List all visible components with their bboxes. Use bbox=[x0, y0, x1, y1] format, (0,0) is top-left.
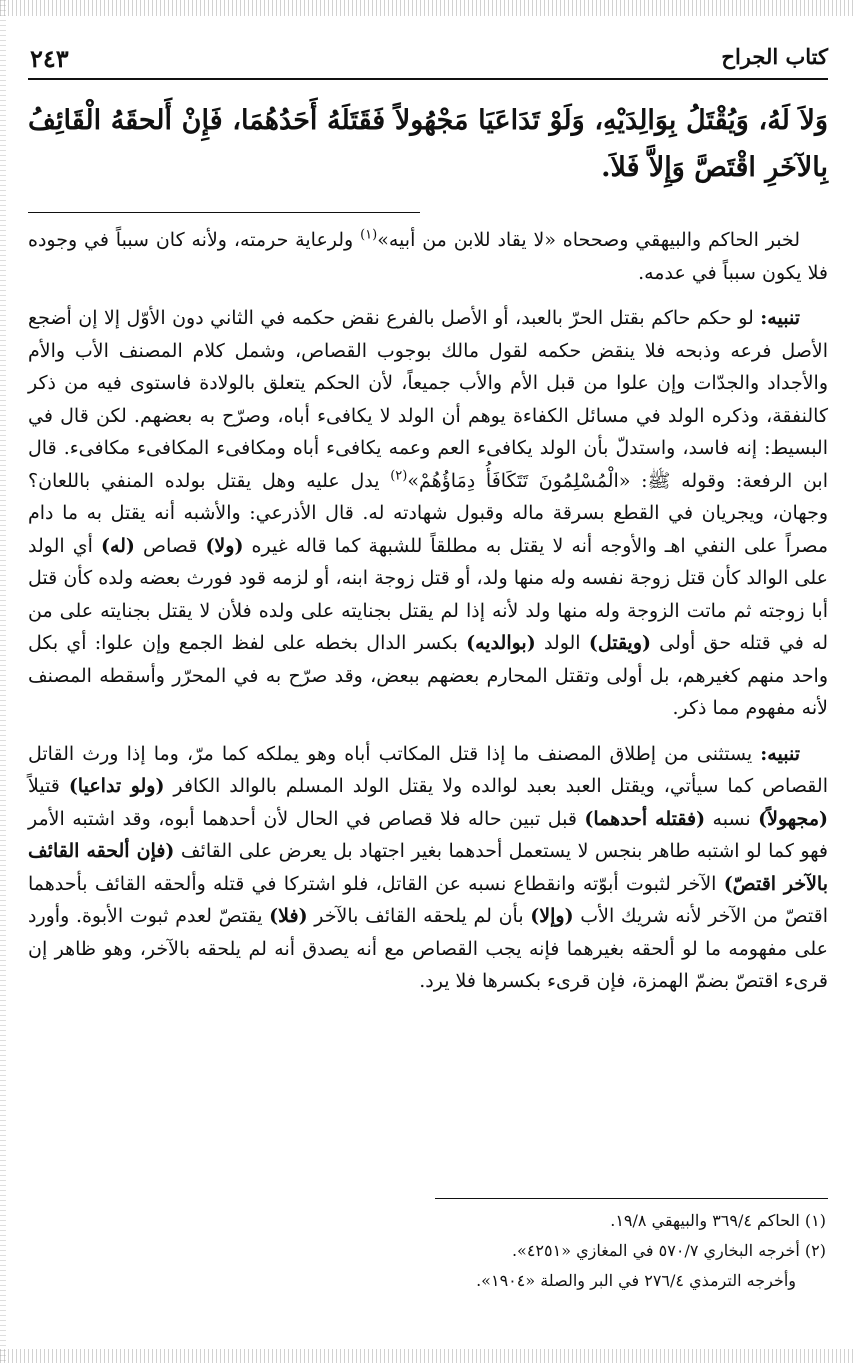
footnote-2: (٢) أخرجه البخاري ٥٧٠/٧ في المغازي «٤٢٥١». bbox=[511, 1241, 826, 1260]
paragraph-3 bbox=[28, 738, 828, 998]
p2-text-1: لو حكم حاكم بقتل الحرّ بالعبد، أو الأصل بالفرع نقض حكمه في الثاني دون الأوّل إلا إن أضجع الأصل فرعه وذبحه فلا ينقض حكمه لقول مالك بوجوب القصاص، وشمل كلام المصنف الأب والأم والأجداد والجدّات وإن علوا من قبل الأم والأب جميعاً، لأن الحكم يتعلق بالولادة فاستوى فيه من ذكر كالنفقة، وذكره الولد في مسائل الكفاءة يوهم أن الولد لا يكافىء أباه، وصرّح به بعضهم. لكن قال في البسيط: إنه فاسد، واستدلّ بأن الولد يكافىء العم وعمه يكافىء أباه ومكافىء المكافىء مكافىء. قال ابن الرفعة: وقوله ﷺ: «الْمُسْلِمُونَ تَتَكَافَأُ دِمَاؤُهُمْ» bbox=[28, 307, 828, 492]
header-rule bbox=[28, 78, 828, 80]
p3-note-label: تنبيه: bbox=[760, 742, 800, 765]
running-head bbox=[30, 40, 828, 80]
p2-term-3: (ويقتل) bbox=[588, 632, 652, 654]
p3-term-3: (فقتله أحدهما) bbox=[584, 807, 706, 830]
footnote-rule bbox=[435, 1198, 828, 1199]
p2-text-2: يدل عليه وهل يقتل بولده المنفي باللعان؟ وجهان، ويجريان في القطع بسرقة ماله وقبول شهادته له. قال الأذرعي: والأشبه أنه يقتل به ما دام مصراً على النفي اهـ والأوجه أنه لا يقتل به مطلقاً للشبهة كما قاله غيره bbox=[28, 469, 829, 557]
p2-text-6: بكسر الدال بخطه على لفظ الجمع وإن علوا: أي بكل واحد منهم كغيرهم، بل أولى وتقتل المحارم بعضهم ببعض، وقد صرّح به في المحرّر وأسقطه المصنف لأنه مفهوم مما ذكر. bbox=[28, 632, 828, 719]
p3-text-3: نسبه bbox=[705, 807, 759, 830]
p3-term-5: (وإلا) bbox=[530, 905, 574, 927]
footnotes bbox=[28, 1206, 826, 1296]
p3-term-1: (ولو تداعيا) bbox=[68, 775, 165, 797]
p2-note-label: تنبيه: bbox=[760, 307, 800, 329]
p3-term-4: (فإن ألحقه القائف بالآخر اقتصّ) bbox=[28, 840, 828, 895]
paragraph-1 bbox=[28, 224, 828, 289]
p3-text-4: قبل تبين حاله فلا قصاص في الحال لأن أحدهما أبوه، وقد اشتبه الأمر فهو كما لو اشتبه طاهر بنجس لا يستعمل أحدهما بغير اجتهاد بل يعرض على القائف bbox=[28, 807, 828, 862]
page-bottom-edge bbox=[0, 1349, 856, 1363]
p2-text-5: الولد bbox=[535, 632, 589, 654]
p1-text-after: ولرعاية حرمته، ولأنه كان سبباً في وجوده فلا يكون سبباً في عدمه. bbox=[28, 229, 828, 284]
page-left-edge bbox=[0, 0, 6, 1363]
p2-term-1: (ولا) bbox=[205, 534, 244, 557]
p3-term-6: (فلا) bbox=[269, 905, 308, 927]
p3-text-2: قتيلاً bbox=[28, 775, 69, 797]
p2-term-4: (بوالديه) bbox=[466, 632, 536, 654]
footnote-ref-1: (١) bbox=[360, 227, 378, 243]
footnote-1: (١) الحاكم ٣٦٩/٤ والبيهقي ١٩/٨. bbox=[610, 1211, 826, 1230]
matn-text: وَلاَ لَهُ، وَيُقْتَلُ بِوَالِدَيْهِ، وَلَوْ تَدَاعَيَا مَجْهُولاً فَقَتَلَهُ أَحَدُهُمَا، فَإِنْ أَلحقَهُ الْقَائِفُ بِالآخَرِ اقْتَصَّ وَإِلاَّ فَلاَ. bbox=[28, 105, 828, 183]
footnote-ref-2: (٢) bbox=[390, 468, 408, 484]
p3-text-7: يقتصّ لعدم ثبوت الأبوة. وأورد على مفهومه ما لو ألحقه بغيرهما فإنه يجب القصاص مع أنه يصدق أنه لم يلحقه بالآخر، وهو ظاهر إن قرىء اقتصّ بضمّ الهمزة، فإن قرىء بكسرها فلا يرد. bbox=[28, 905, 828, 992]
running-title: كتاب الجراح bbox=[721, 44, 828, 69]
page-number: ٢٤٣ bbox=[30, 44, 69, 73]
p3-text-6: بأن لم يلحقه القائف بالآخر bbox=[307, 905, 531, 927]
p2-term-2: (له) bbox=[100, 534, 135, 557]
p3-text-5: الآخر لثبوت أبوّته وانقطاع نسبه عن القاتل، فلو اشتركا في قتله وألحقه القائف بأحدهما اقتصّ من الآخر لأنه شريك الأب bbox=[28, 872, 828, 927]
p1-text-before: لخبر الحاكم والبيهقي وصححاه «لا يقاد للابن من أبيه» bbox=[377, 229, 800, 251]
p3-text-1: يستثنى من إطلاق المصنف ما إذا قتل المكاتب أباه وهو يملكه كما مرّ، وما إذا ورث القاتل القصاص كما سيأتي، ويقتل العبد بعبد لوالده ولا يقتل الولد المسلم بالوالد الكافر bbox=[28, 742, 828, 797]
p3-term-2: (مجهولاً) bbox=[758, 807, 828, 830]
p2-text-4: أي الولد على الوالد كأن قتل زوجة نفسه وله منها ولد، أو قتل زوجة ابنه، أو لزمه قود فورث بعضه ولده كأن قتل أبا زوجته ثم ماتت الزوجة وله منها ولد لأنه إذا لم يقتل بجنايته على ولده فلأن لا يقتل بجنايته على من له في قتله حق أولى bbox=[28, 534, 828, 654]
matn-separator-rule bbox=[28, 212, 420, 213]
p2-text-3: قصاص bbox=[134, 534, 206, 557]
footnote-2-continued: وأخرجه الترمذي ٢٧٦/٤ في البر والصلة «١٩٠٤». bbox=[476, 1271, 796, 1290]
paragraph-2 bbox=[28, 302, 828, 725]
page-top-edge bbox=[0, 0, 856, 16]
commentary-body bbox=[28, 224, 828, 998]
